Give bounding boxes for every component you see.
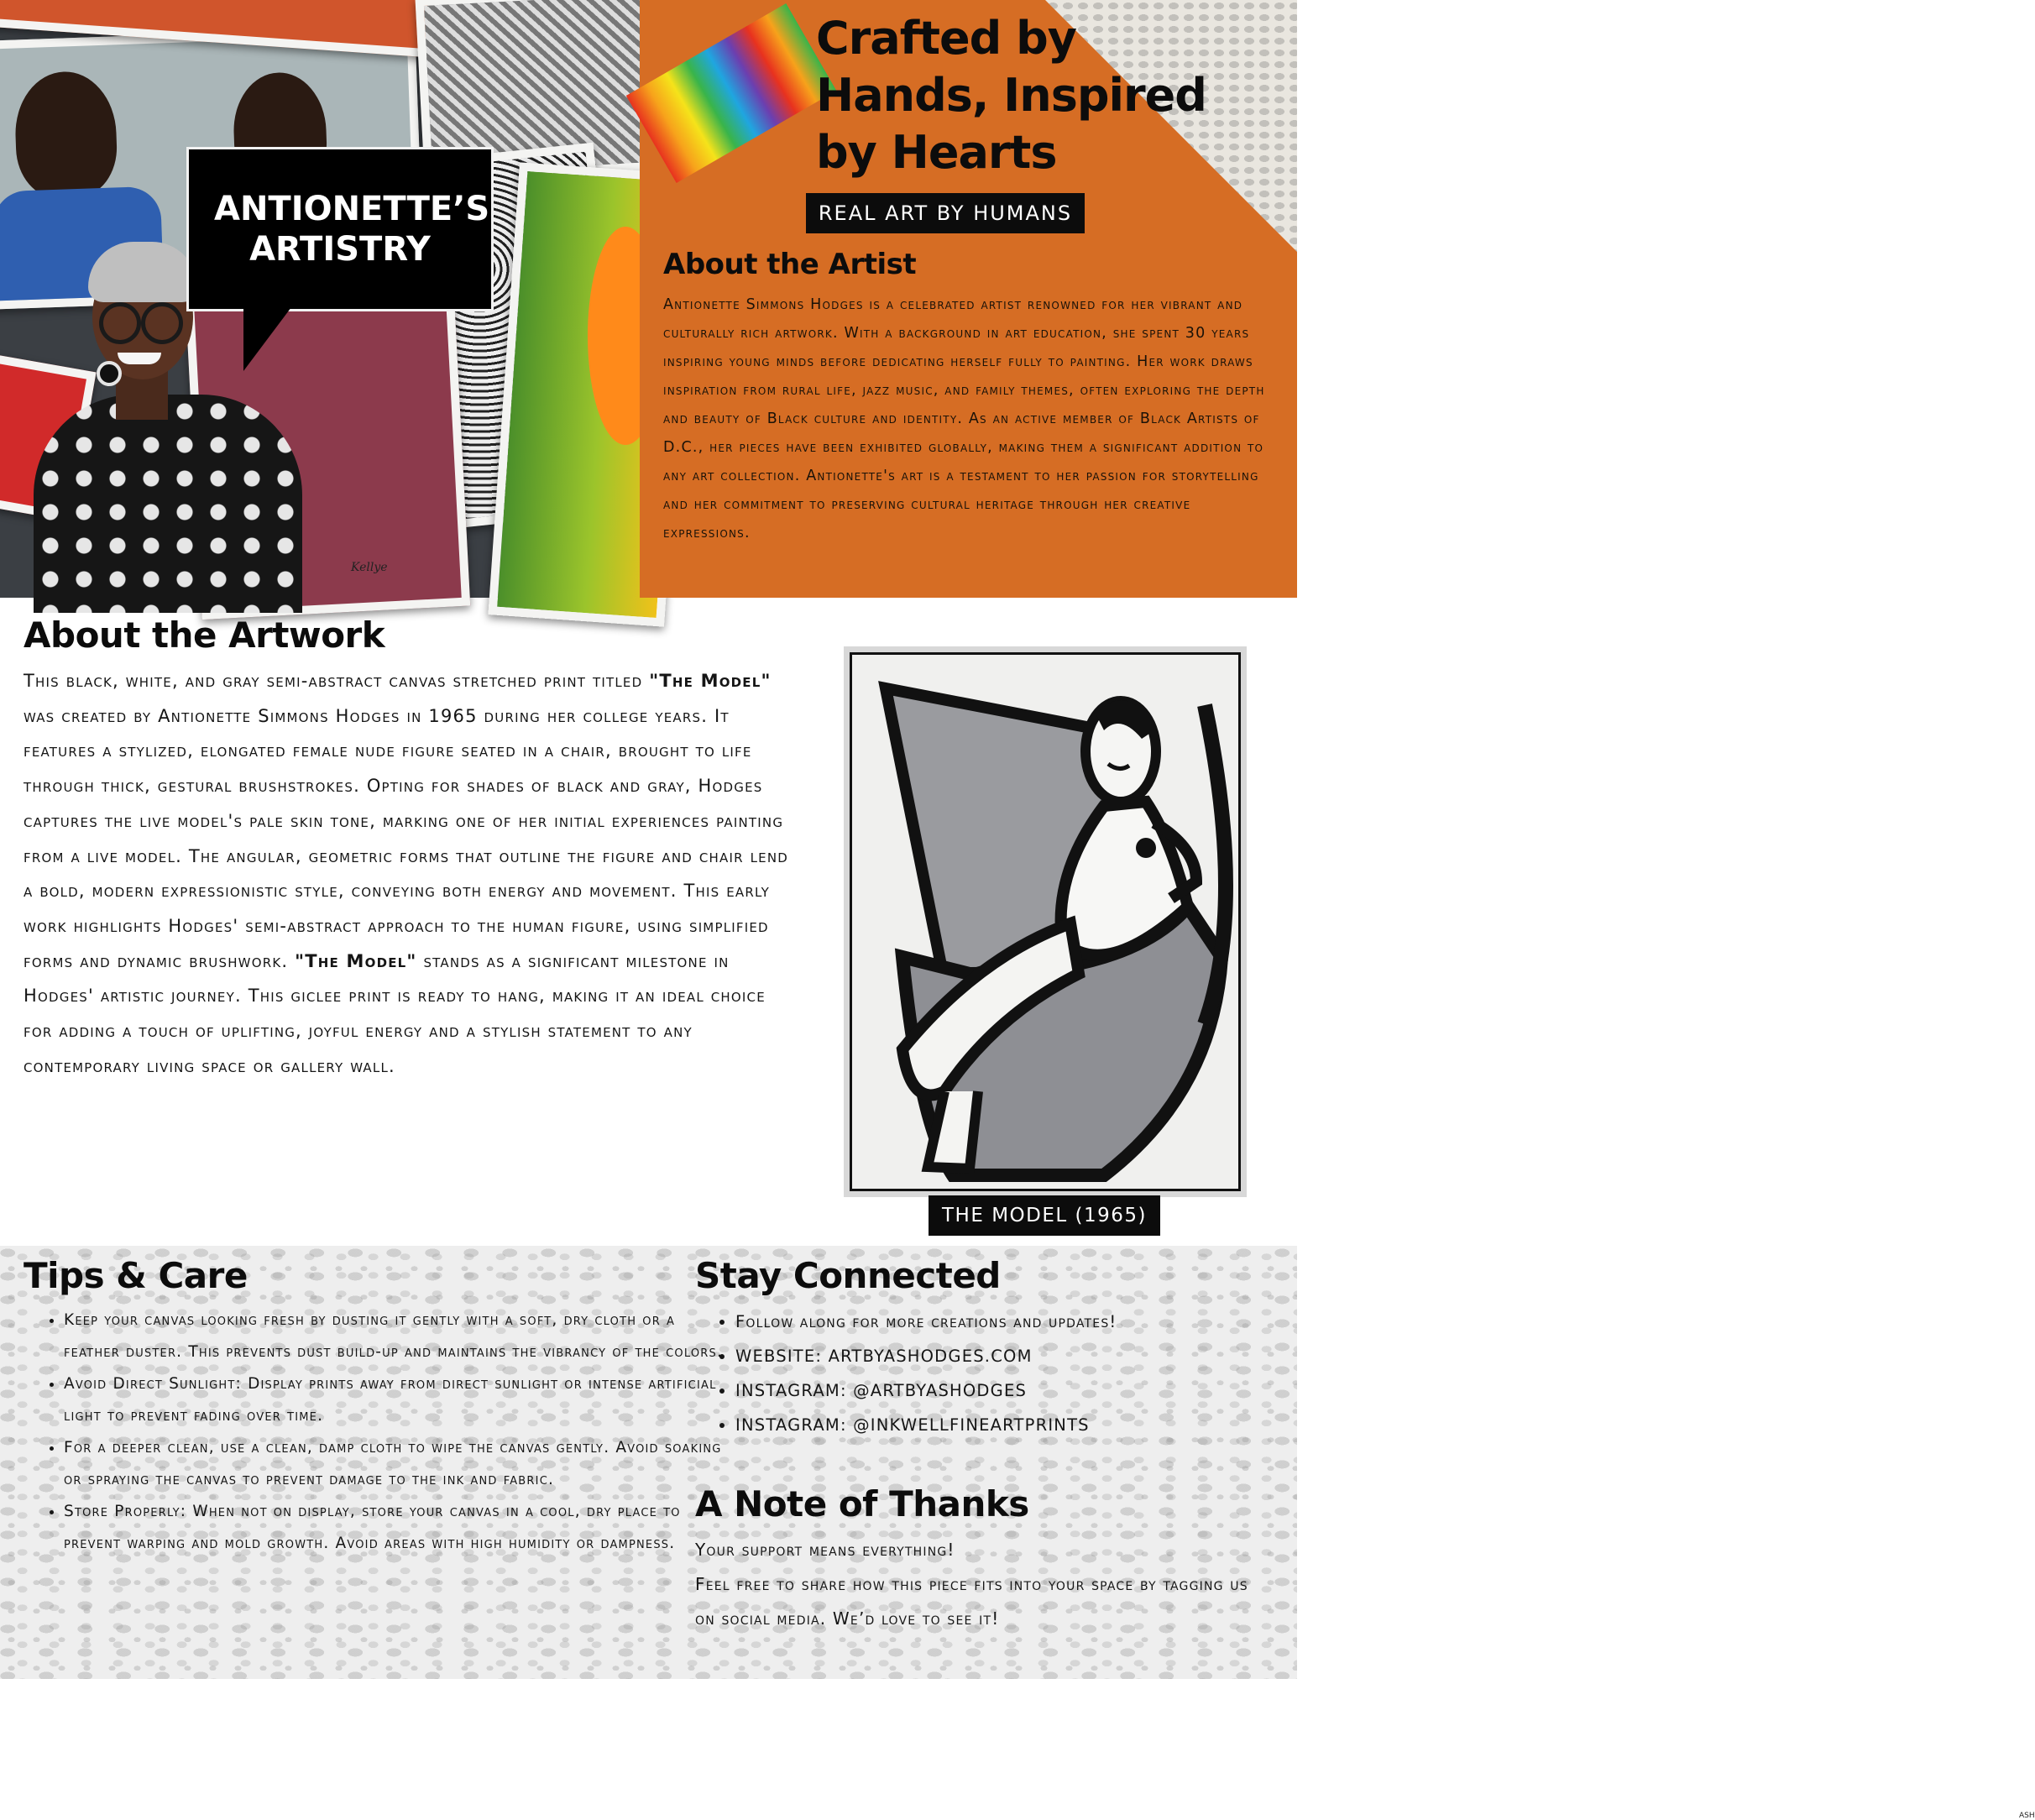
paint-stripe-decoration [626,3,837,183]
painting-signature: ASH [2019,1812,2035,1820]
about-artwork-heading: About the Artwork [24,615,385,656]
connect-list [695,1305,1206,1442]
bottom-info-section [0,1246,1297,1679]
tips-heading: Tips & Care [24,1255,248,1296]
list-item: • Follow along for more creations and updates! [735,1305,1206,1339]
thanks-line-1: Your support means everything! [695,1540,955,1560]
website-link[interactable]: • WEBSITE: ARTBYASHODGES.COM [735,1339,1206,1373]
artwork-title-quote: "The Model" [649,671,772,691]
thanks-body [695,1533,1266,1636]
hero-title: Crafted by Hands, Inspired by Hearts [816,12,1206,179]
list-item: • Store Properly: When not on display, store your canvas in a cool, dry place to prevent warping and mold growth. Avoid areas with high humidity or dampness. [64,1496,727,1560]
real-art-badge [806,193,1085,233]
real-art-badge-label: REAL ART BY HUMANS [818,201,1073,225]
instagram-link-inkwell[interactable]: • INSTAGRAM: @INKWELLFINEARTPRINTS [735,1408,1206,1442]
connect-heading: Stay Connected [695,1255,1001,1296]
the-model-painting-svg [852,655,1238,1189]
brand-name: ANTIONETTE’S ARTISTRY [214,190,490,269]
about-artist-body: Antionette Simmons Hodges is a celebrated artist renowned for her vibrant and culturally rich artwork. With a background in art education, she spent 30 years inspiring young minds before dedicating herself fully to painting. Her work draws inspiration from rural life, jazz music, and family themes, often exploring the depth and beauty of Black culture and identity. As an active member of Black Artists of D.C., her pieces have been exhibited globally, making them a significant addition to any art collection. Antionette's art is a testament to her passion for storytelling and her commitment to preserving cultural heritage through her creative expressions. [663,296,1265,541]
speech-bubble-tail [243,304,294,371]
list-item: • Avoid Direct Sunlight: Display prints away from direct sunlight or intense artificial light to prevent fading over time. [64,1368,727,1432]
instagram-link-artbyashodges[interactable]: • INSTAGRAM: @ARTBYASHODGES [735,1373,1206,1408]
thanks-heading: A Note of Thanks [695,1483,1029,1525]
about-artist-heading: About the Artist [663,248,917,281]
artwork-caption-label: THE MODEL (1965) [942,1205,1147,1226]
artwork-text-2: was created by Antionette Simmons Hodges in 1965 during her college years. It features a stylized, elongated female nude figure seated in a chair, brought to life through thick, gestural brushstrokes. Opting for shades of black and gray, Hodges captures the live model's pale skin tone, marking one of her initial experiences painting from a live model. The angular, geometric forms that outline the figure and chair lend a bold, modern expressionistic style, conveying both energy and movement. This early work highlights Hodges' semi-abstract approach to the human figure, using simplified forms and dynamic brushwork. [24,705,789,971]
brand-speech-bubble [189,149,491,309]
about-artwork-body [24,664,796,1084]
artwork-text-1: This black, white, and gray semi-abstract canvas stretched print titled [24,671,650,691]
about-artist-panel [640,0,1297,598]
artwork-caption [929,1195,1160,1236]
list-item: • Keep your canvas looking fresh by dusting it gently with a soft, dry cloth or a feather duster. This prevents dust build-up and maintains the vibrancy of the colors. [64,1305,727,1368]
artist-photo-collage [0,0,621,598]
thanks-line-2: Feel free to share how this piece fits into your space by tagging us on social media. We’d love to see it! [695,1574,1248,1629]
tips-list [24,1305,727,1560]
artwork-text-3: stands as a significant milestone in Hodges' artistic journey. This giclee print is ready to hang, making it an ideal choice for adding a touch of uplifting, joyful energy and a stylish statement to any contemporary living space or gallery wall. [24,950,766,1076]
artwork-title-quote-2: "The Model" [295,950,417,971]
list-item: • For a deeper clean, use a clean, damp cloth to wipe the canvas gently. Avoid soaking or spraying the canvas to prevent damage to the ink and fabric. [64,1432,727,1496]
artist-signature: Kellye [351,561,388,574]
